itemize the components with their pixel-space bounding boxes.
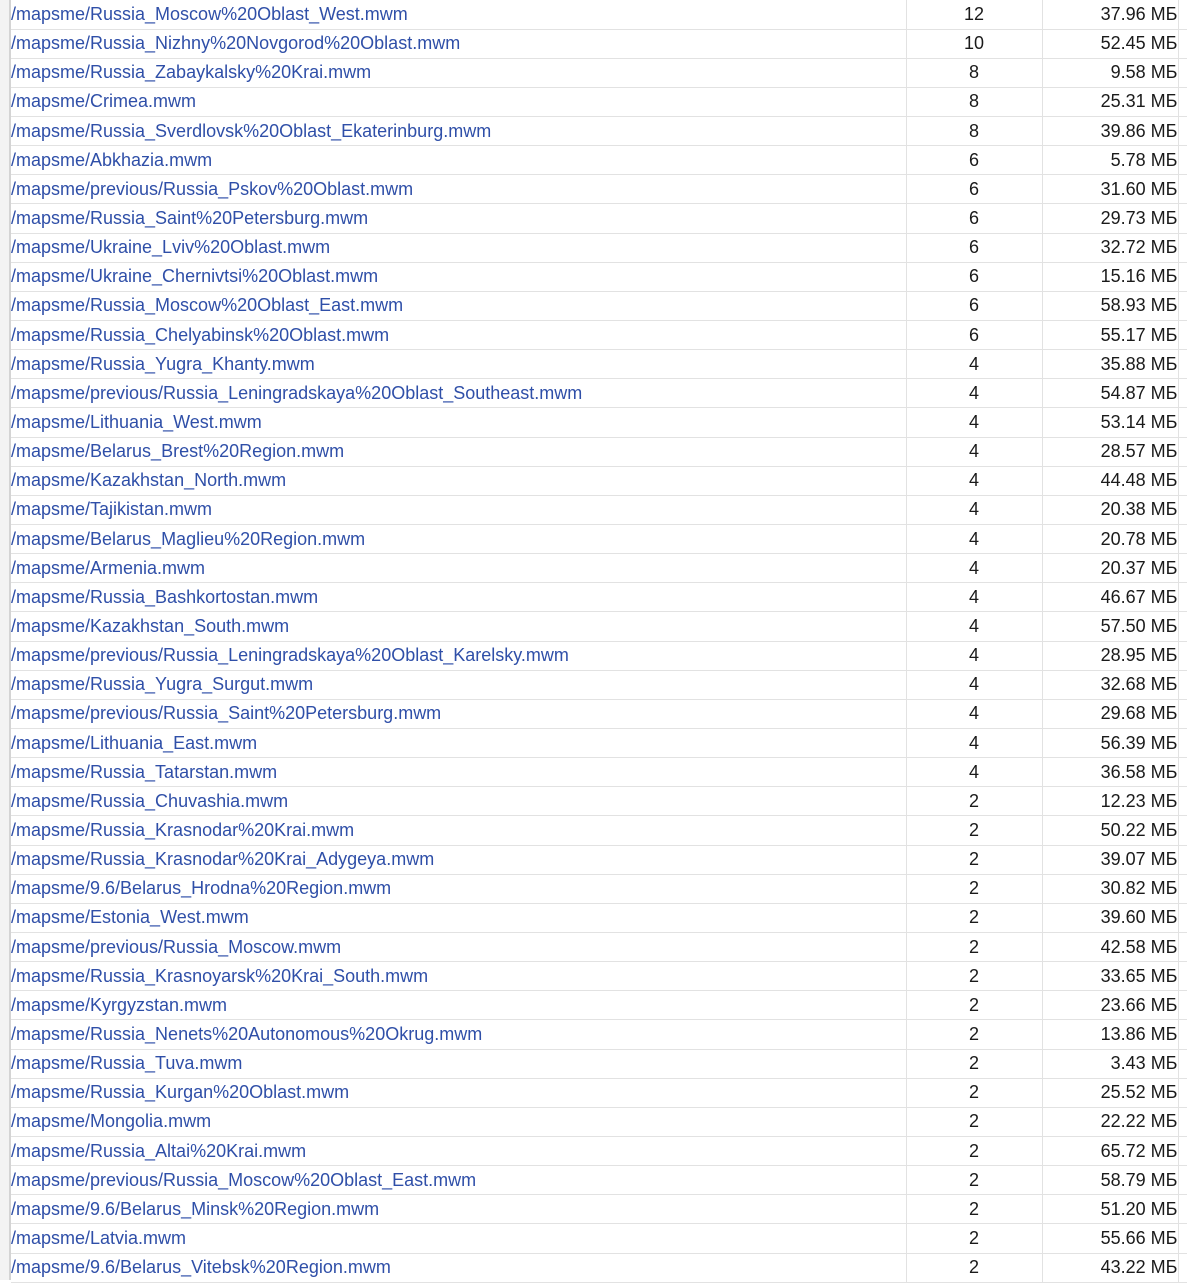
file-path-link[interactable]: /mapsme/Ukraine_Lviv%20Oblast.mwm bbox=[11, 237, 331, 258]
file-path-link[interactable]: /mapsme/Belarus_Maglieu%20Region.mwm bbox=[11, 528, 366, 549]
count-cell: 10 bbox=[906, 29, 1042, 58]
empty-cell bbox=[1178, 758, 1187, 787]
size-cell: 31.60 МБ bbox=[1042, 175, 1178, 204]
table-row bbox=[11, 175, 1187, 204]
size-cell: 32.72 МБ bbox=[1042, 233, 1178, 262]
size-cell: 13.86 МБ bbox=[1042, 1020, 1178, 1049]
path-cell bbox=[11, 845, 906, 874]
file-path-link[interactable]: /mapsme/Russia_Bashkortostan.mwm bbox=[11, 586, 319, 607]
size-cell: 30.82 МБ bbox=[1042, 874, 1178, 903]
count-cell: 4 bbox=[906, 670, 1042, 699]
path-cell bbox=[11, 1020, 906, 1049]
path-cell bbox=[11, 117, 906, 146]
empty-cell bbox=[1178, 670, 1187, 699]
path-cell bbox=[11, 816, 906, 845]
file-path-link[interactable]: /mapsme/Armenia.mwm bbox=[11, 557, 206, 578]
table-row bbox=[11, 845, 1187, 874]
table-row bbox=[11, 291, 1187, 320]
file-path-link[interactable]: /mapsme/Russia_Tuva.mwm bbox=[11, 1053, 243, 1074]
empty-cell bbox=[1178, 117, 1187, 146]
count-cell: 2 bbox=[906, 1166, 1042, 1195]
count-cell: 4 bbox=[906, 612, 1042, 641]
count-cell: 4 bbox=[906, 641, 1042, 670]
table-row bbox=[11, 903, 1187, 932]
file-path-link[interactable]: /mapsme/previous/Russia_Moscow%20Oblast_East.mwm bbox=[11, 1169, 477, 1190]
path-cell bbox=[11, 583, 906, 612]
table-row bbox=[11, 262, 1187, 291]
path-cell bbox=[11, 933, 906, 962]
file-stats-table bbox=[11, 0, 1187, 1283]
path-cell bbox=[11, 1166, 906, 1195]
empty-cell bbox=[1178, 554, 1187, 583]
path-cell bbox=[11, 1253, 906, 1282]
size-cell: 25.52 МБ bbox=[1042, 1078, 1178, 1107]
file-path-link[interactable]: /mapsme/Russia_Kurgan%20Oblast.mwm bbox=[11, 1082, 350, 1103]
size-cell: 12.23 МБ bbox=[1042, 787, 1178, 816]
size-cell: 57.50 МБ bbox=[1042, 612, 1178, 641]
table-row bbox=[11, 699, 1187, 728]
path-cell bbox=[11, 58, 906, 87]
table-row bbox=[11, 233, 1187, 262]
path-cell bbox=[11, 962, 906, 991]
table-body bbox=[11, 0, 1187, 1282]
empty-cell bbox=[1178, 437, 1187, 466]
empty-cell bbox=[1178, 583, 1187, 612]
file-path-link[interactable]: /mapsme/Russia_Yugra_Khanty.mwm bbox=[11, 353, 315, 374]
empty-cell bbox=[1178, 1078, 1187, 1107]
count-cell: 2 bbox=[906, 903, 1042, 932]
path-cell bbox=[11, 903, 906, 932]
path-cell bbox=[11, 670, 906, 699]
size-cell: 29.73 МБ bbox=[1042, 204, 1178, 233]
table-row bbox=[11, 495, 1187, 524]
file-path-link[interactable]: /mapsme/Crimea.mwm bbox=[11, 91, 197, 112]
empty-cell bbox=[1178, 1166, 1187, 1195]
empty-cell bbox=[1178, 729, 1187, 758]
empty-cell bbox=[1178, 58, 1187, 87]
empty-cell bbox=[1178, 379, 1187, 408]
table-row bbox=[11, 670, 1187, 699]
table-row bbox=[11, 1049, 1187, 1078]
file-path-link[interactable]: /mapsme/Latvia.mwm bbox=[11, 1227, 187, 1248]
file-path-link[interactable]: /mapsme/Abkhazia.mwm bbox=[11, 149, 213, 170]
empty-cell bbox=[1178, 787, 1187, 816]
count-cell: 4 bbox=[906, 699, 1042, 728]
table-row bbox=[11, 321, 1187, 350]
empty-cell bbox=[1178, 0, 1187, 29]
table-row bbox=[11, 1224, 1187, 1253]
size-cell: 32.68 МБ bbox=[1042, 670, 1178, 699]
table-row bbox=[11, 117, 1187, 146]
file-path-link[interactable]: /mapsme/Kazakhstan_South.mwm bbox=[11, 616, 290, 637]
size-cell: 33.65 МБ bbox=[1042, 962, 1178, 991]
file-path-link[interactable]: /mapsme/Russia_Chuvashia.mwm bbox=[11, 790, 289, 811]
empty-cell bbox=[1178, 175, 1187, 204]
count-cell: 2 bbox=[906, 1195, 1042, 1224]
path-cell bbox=[11, 321, 906, 350]
table-row bbox=[11, 408, 1187, 437]
count-cell: 4 bbox=[906, 758, 1042, 787]
size-cell: 20.38 МБ bbox=[1042, 495, 1178, 524]
table-row bbox=[11, 1166, 1187, 1195]
path-cell bbox=[11, 1224, 906, 1253]
path-cell bbox=[11, 1078, 906, 1107]
count-cell: 6 bbox=[906, 321, 1042, 350]
table-row bbox=[11, 758, 1187, 787]
file-path-link[interactable]: /mapsme/9.6/Belarus_Hrodna%20Region.mwm bbox=[11, 878, 392, 899]
size-cell: 51.20 МБ bbox=[1042, 1195, 1178, 1224]
empty-cell bbox=[1178, 699, 1187, 728]
empty-cell bbox=[1178, 204, 1187, 233]
path-cell bbox=[11, 1049, 906, 1078]
path-cell bbox=[11, 0, 906, 29]
empty-cell bbox=[1178, 262, 1187, 291]
file-path-link[interactable]: /mapsme/Lithuania_West.mwm bbox=[11, 412, 262, 433]
size-cell: 29.68 МБ bbox=[1042, 699, 1178, 728]
count-cell: 12 bbox=[906, 0, 1042, 29]
size-cell: 20.37 МБ bbox=[1042, 554, 1178, 583]
file-path-link[interactable]: /mapsme/Ukraine_Chernivtsi%20Oblast.mwm bbox=[11, 266, 379, 287]
file-path-link[interactable]: /mapsme/Tajikistan.mwm bbox=[11, 499, 213, 520]
table-row bbox=[11, 554, 1187, 583]
size-cell: 15.16 МБ bbox=[1042, 262, 1178, 291]
count-cell: 2 bbox=[906, 845, 1042, 874]
size-cell: 36.58 МБ bbox=[1042, 758, 1178, 787]
count-cell: 6 bbox=[906, 175, 1042, 204]
size-cell: 54.87 МБ bbox=[1042, 379, 1178, 408]
file-path-link[interactable]: /mapsme/Russia_Chelyabinsk%20Oblast.mwm bbox=[11, 324, 390, 345]
path-cell bbox=[11, 87, 906, 116]
table-row bbox=[11, 1078, 1187, 1107]
size-cell: 52.45 МБ bbox=[1042, 29, 1178, 58]
count-cell: 4 bbox=[906, 437, 1042, 466]
count-cell: 8 bbox=[906, 87, 1042, 116]
empty-cell bbox=[1178, 933, 1187, 962]
count-cell: 4 bbox=[906, 554, 1042, 583]
path-cell bbox=[11, 437, 906, 466]
file-path-link[interactable]: /mapsme/Russia_Saint%20Petersburg.mwm bbox=[11, 208, 369, 229]
path-cell bbox=[11, 641, 906, 670]
empty-cell bbox=[1178, 29, 1187, 58]
file-path-link[interactable]: /mapsme/previous/Russia_Saint%20Petersburg.mwm bbox=[11, 703, 442, 724]
size-cell: 20.78 МБ bbox=[1042, 525, 1178, 554]
table-row bbox=[11, 204, 1187, 233]
size-cell: 39.07 МБ bbox=[1042, 845, 1178, 874]
count-cell: 2 bbox=[906, 1253, 1042, 1282]
table-row bbox=[11, 991, 1187, 1020]
empty-cell bbox=[1178, 1195, 1187, 1224]
path-cell bbox=[11, 466, 906, 495]
file-path-link[interactable]: /mapsme/9.6/Belarus_Minsk%20Region.mwm bbox=[11, 1198, 380, 1219]
table-row bbox=[11, 146, 1187, 175]
count-cell: 2 bbox=[906, 1049, 1042, 1078]
empty-cell bbox=[1178, 1107, 1187, 1136]
count-cell: 2 bbox=[906, 874, 1042, 903]
empty-cell bbox=[1178, 408, 1187, 437]
count-cell: 4 bbox=[906, 350, 1042, 379]
table-row bbox=[11, 1107, 1187, 1136]
size-cell: 28.95 МБ bbox=[1042, 641, 1178, 670]
file-path-link[interactable]: /mapsme/Kyrgyzstan.mwm bbox=[11, 994, 228, 1015]
size-cell: 43.22 МБ bbox=[1042, 1253, 1178, 1282]
count-cell: 4 bbox=[906, 729, 1042, 758]
file-path-link[interactable]: /mapsme/Russia_Nizhny%20Novgorod%20Oblast.mwm bbox=[11, 33, 461, 54]
table-row bbox=[11, 612, 1187, 641]
count-cell: 2 bbox=[906, 991, 1042, 1020]
table-row bbox=[11, 641, 1187, 670]
file-path-link[interactable]: /mapsme/Russia_Krasnoyarsk%20Krai_South.mwm bbox=[11, 965, 429, 986]
table-row bbox=[11, 1253, 1187, 1282]
size-cell: 5.78 МБ bbox=[1042, 146, 1178, 175]
count-cell: 6 bbox=[906, 291, 1042, 320]
table-row bbox=[11, 0, 1187, 29]
path-cell bbox=[11, 495, 906, 524]
table-row bbox=[11, 874, 1187, 903]
file-path-link[interactable]: /mapsme/previous/Russia_Leningradskaya%20Oblast_Karelsky.mwm bbox=[11, 645, 569, 666]
file-path-link[interactable]: /mapsme/Russia_Altai%20Krai.mwm bbox=[11, 1140, 307, 1161]
table-row bbox=[11, 787, 1187, 816]
size-cell: 39.60 МБ bbox=[1042, 903, 1178, 932]
count-cell: 2 bbox=[906, 1020, 1042, 1049]
count-cell: 2 bbox=[906, 1107, 1042, 1136]
file-path-link[interactable]: /mapsme/9.6/Belarus_Vitebsk%20Region.mwm bbox=[11, 1257, 391, 1278]
size-cell: 55.66 МБ bbox=[1042, 1224, 1178, 1253]
table-row bbox=[11, 350, 1187, 379]
file-path-link[interactable]: /mapsme/Russia_Nenets%20Autonomous%20Okrug.mwm bbox=[11, 1023, 483, 1044]
empty-cell bbox=[1178, 321, 1187, 350]
size-cell: 65.72 МБ bbox=[1042, 1136, 1178, 1165]
file-path-link[interactable]: /mapsme/Russia_Yugra_Surgut.mwm bbox=[11, 674, 314, 695]
count-cell: 6 bbox=[906, 233, 1042, 262]
path-cell bbox=[11, 204, 906, 233]
path-cell bbox=[11, 1107, 906, 1136]
path-cell bbox=[11, 350, 906, 379]
size-cell: 28.57 МБ bbox=[1042, 437, 1178, 466]
path-cell bbox=[11, 29, 906, 58]
size-cell: 58.93 МБ bbox=[1042, 291, 1178, 320]
empty-cell bbox=[1178, 466, 1187, 495]
file-path-link[interactable]: /mapsme/previous/Russia_Pskov%20Oblast.mwm bbox=[11, 178, 414, 199]
file-path-link[interactable]: /mapsme/Belarus_Brest%20Region.mwm bbox=[11, 441, 345, 462]
table-row bbox=[11, 1195, 1187, 1224]
file-path-link[interactable]: /mapsme/Russia_Krasnodar%20Krai_Adygeya.mwm bbox=[11, 849, 435, 870]
count-cell: 4 bbox=[906, 379, 1042, 408]
path-cell bbox=[11, 729, 906, 758]
count-cell: 4 bbox=[906, 525, 1042, 554]
path-cell bbox=[11, 1136, 906, 1165]
empty-cell bbox=[1178, 903, 1187, 932]
path-cell bbox=[11, 874, 906, 903]
path-cell bbox=[11, 787, 906, 816]
path-cell bbox=[11, 612, 906, 641]
size-cell: 23.66 МБ bbox=[1042, 991, 1178, 1020]
count-cell: 2 bbox=[906, 1224, 1042, 1253]
table-row bbox=[11, 58, 1187, 87]
size-cell: 46.67 МБ bbox=[1042, 583, 1178, 612]
empty-cell bbox=[1178, 87, 1187, 116]
empty-cell bbox=[1178, 525, 1187, 554]
table-row bbox=[11, 466, 1187, 495]
file-path-link[interactable]: /mapsme/Russia_Sverdlovsk%20Oblast_Ekaterinburg.mwm bbox=[11, 120, 492, 141]
table-row bbox=[11, 1020, 1187, 1049]
table-row bbox=[11, 933, 1187, 962]
count-cell: 2 bbox=[906, 1078, 1042, 1107]
size-cell: 9.58 МБ bbox=[1042, 58, 1178, 87]
path-cell bbox=[11, 699, 906, 728]
size-cell: 25.31 МБ bbox=[1042, 87, 1178, 116]
path-cell bbox=[11, 379, 906, 408]
file-path-link[interactable]: /mapsme/Estonia_West.mwm bbox=[11, 907, 249, 928]
size-cell: 56.39 МБ bbox=[1042, 729, 1178, 758]
count-cell: 4 bbox=[906, 408, 1042, 437]
empty-cell bbox=[1178, 495, 1187, 524]
file-path-link[interactable]: /mapsme/Mongolia.mwm bbox=[11, 1111, 212, 1132]
size-cell: 37.96 МБ bbox=[1042, 0, 1178, 29]
table-row bbox=[11, 583, 1187, 612]
empty-cell bbox=[1178, 350, 1187, 379]
table-row bbox=[11, 962, 1187, 991]
file-path-link[interactable]: /mapsme/previous/Russia_Moscow.mwm bbox=[11, 936, 342, 957]
count-cell: 2 bbox=[906, 933, 1042, 962]
table-row bbox=[11, 729, 1187, 758]
table-row bbox=[11, 1136, 1187, 1165]
file-path-link[interactable]: /mapsme/Russia_Moscow%20Oblast_West.mwm bbox=[11, 3, 408, 24]
empty-cell bbox=[1178, 291, 1187, 320]
count-cell: 8 bbox=[906, 58, 1042, 87]
empty-cell bbox=[1178, 845, 1187, 874]
empty-cell bbox=[1178, 146, 1187, 175]
path-cell bbox=[11, 991, 906, 1020]
count-cell: 6 bbox=[906, 262, 1042, 291]
empty-cell bbox=[1178, 612, 1187, 641]
file-path-link[interactable]: /mapsme/previous/Russia_Leningradskaya%20Oblast_Southeast.mwm bbox=[11, 382, 583, 403]
empty-cell bbox=[1178, 874, 1187, 903]
empty-cell bbox=[1178, 1136, 1187, 1165]
size-cell: 39.86 МБ bbox=[1042, 117, 1178, 146]
file-path-link[interactable]: /mapsme/Russia_Tatarstan.mwm bbox=[11, 761, 278, 782]
table-row bbox=[11, 29, 1187, 58]
file-path-link[interactable]: /mapsme/Russia_Zabaykalsky%20Krai.mwm bbox=[11, 62, 372, 83]
size-cell: 53.14 МБ bbox=[1042, 408, 1178, 437]
table-row bbox=[11, 437, 1187, 466]
path-cell bbox=[11, 758, 906, 787]
path-cell bbox=[11, 554, 906, 583]
table-row bbox=[11, 816, 1187, 845]
empty-cell bbox=[1178, 991, 1187, 1020]
size-cell: 22.22 МБ bbox=[1042, 1107, 1178, 1136]
count-cell: 4 bbox=[906, 583, 1042, 612]
empty-cell bbox=[1178, 1253, 1187, 1282]
table-row bbox=[11, 525, 1187, 554]
count-cell: 4 bbox=[906, 495, 1042, 524]
count-cell: 2 bbox=[906, 787, 1042, 816]
count-cell: 2 bbox=[906, 962, 1042, 991]
empty-cell bbox=[1178, 1020, 1187, 1049]
size-cell: 58.79 МБ bbox=[1042, 1166, 1178, 1195]
size-cell: 55.17 МБ bbox=[1042, 321, 1178, 350]
empty-cell bbox=[1178, 962, 1187, 991]
size-cell: 44.48 МБ bbox=[1042, 466, 1178, 495]
count-cell: 6 bbox=[906, 204, 1042, 233]
empty-cell bbox=[1178, 1224, 1187, 1253]
file-path-link[interactable]: /mapsme/Russia_Moscow%20Oblast_East.mwm bbox=[11, 295, 404, 316]
empty-cell bbox=[1178, 816, 1187, 845]
path-cell bbox=[11, 1195, 906, 1224]
path-cell bbox=[11, 146, 906, 175]
count-cell: 2 bbox=[906, 816, 1042, 845]
count-cell: 4 bbox=[906, 466, 1042, 495]
path-cell bbox=[11, 175, 906, 204]
path-cell bbox=[11, 408, 906, 437]
file-path-link[interactable]: /mapsme/Kazakhstan_North.mwm bbox=[11, 470, 287, 491]
path-cell bbox=[11, 291, 906, 320]
size-cell: 50.22 МБ bbox=[1042, 816, 1178, 845]
left-panel-edge bbox=[0, 0, 11, 1280]
file-path-link[interactable]: /mapsme/Lithuania_East.mwm bbox=[11, 732, 258, 753]
count-cell: 2 bbox=[906, 1136, 1042, 1165]
table-row bbox=[11, 87, 1187, 116]
count-cell: 8 bbox=[906, 117, 1042, 146]
table-row bbox=[11, 379, 1187, 408]
empty-cell bbox=[1178, 641, 1187, 670]
path-cell bbox=[11, 233, 906, 262]
count-cell: 6 bbox=[906, 146, 1042, 175]
size-cell: 3.43 МБ bbox=[1042, 1049, 1178, 1078]
empty-cell bbox=[1178, 233, 1187, 262]
size-cell: 35.88 МБ bbox=[1042, 350, 1178, 379]
empty-cell bbox=[1178, 1049, 1187, 1078]
file-path-link[interactable]: /mapsme/Russia_Krasnodar%20Krai.mwm bbox=[11, 820, 355, 840]
path-cell bbox=[11, 262, 906, 291]
size-cell: 42.58 МБ bbox=[1042, 933, 1178, 962]
path-cell bbox=[11, 525, 906, 554]
